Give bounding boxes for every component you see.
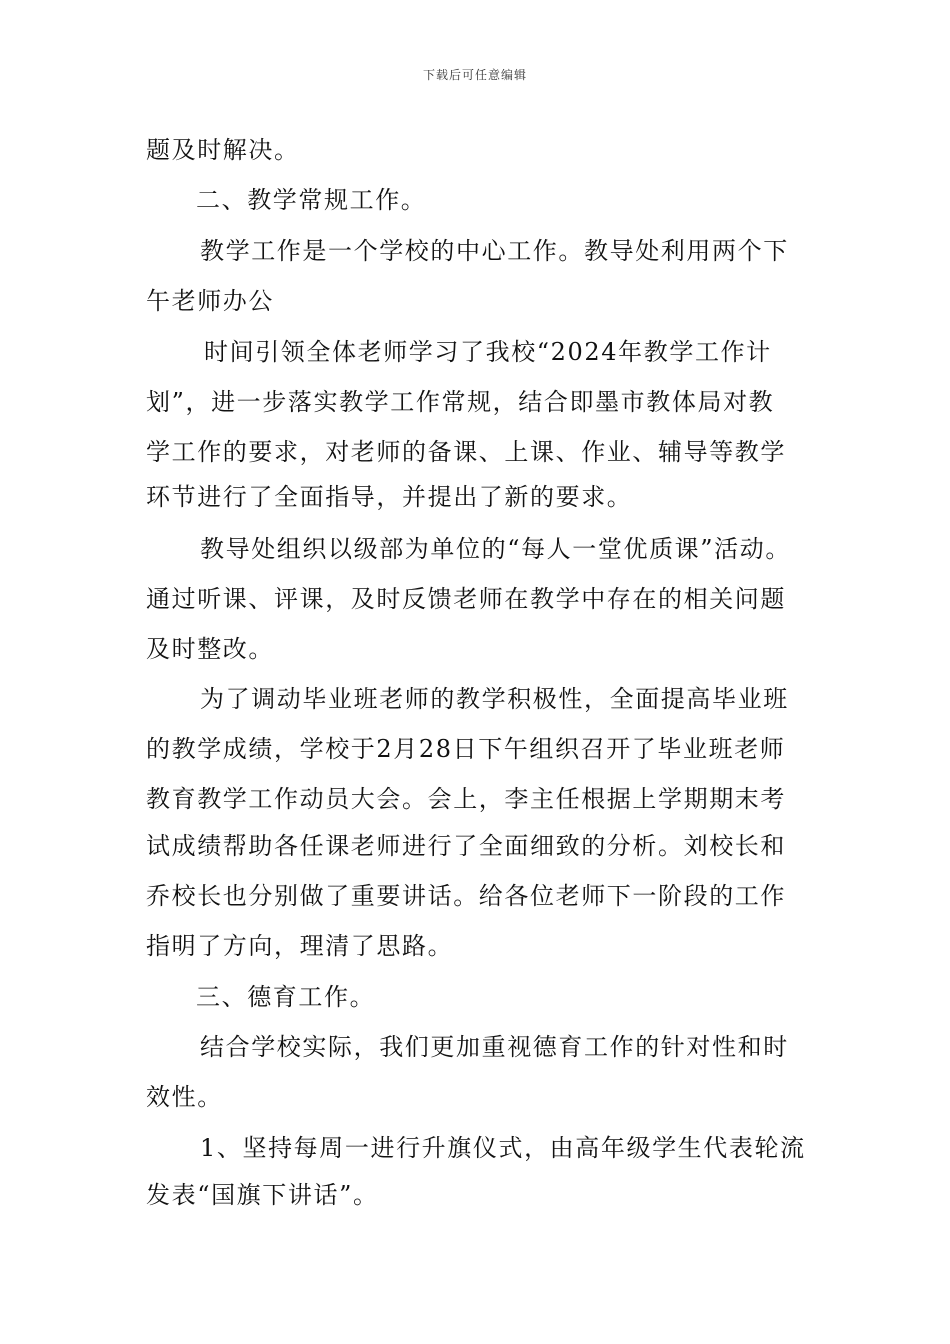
text-line: 教学工作是一个学校的中心工作。教导处利用两个下 xyxy=(200,237,789,265)
text-line: 为了调动毕业班老师的教学积极性，全面提高毕业班 xyxy=(200,685,789,713)
text-line: 时间引领全体老师学习了我校“2024年教学工作计 xyxy=(204,338,772,366)
text-line: 题及时解决。 xyxy=(146,136,300,164)
text-line: 乔校长也分别做了重要讲话。给各位老师下一阶段的工作 xyxy=(146,882,786,910)
text-line: 划”，进一步落实教学工作常规，结合即墨市教体局对教 xyxy=(146,388,775,416)
text-line: 环节进行了全面指导，并提出了新的要求。 xyxy=(146,483,633,511)
text-line: 效性。 xyxy=(146,1083,223,1111)
section-heading: 三、德育工作。 xyxy=(196,983,376,1011)
text-line: 1、坚持每周一进行升旗仪式，由高年级学生代表轮流 xyxy=(200,1134,806,1162)
text-line: 发表“国旗下讲话”。 xyxy=(146,1181,379,1209)
text-line: 指明了方向，理清了思路。 xyxy=(146,932,454,960)
text-line: 教导处组织以级部为单位的“每人一堂优质课”活动。 xyxy=(200,535,791,563)
text-line: 学工作的要求，对老师的备课、上课、作业、辅导等教学 xyxy=(146,438,786,466)
text-line: 教育教学工作动员大会。会上，李主任根据上学期期末考 xyxy=(146,785,786,813)
text-line: 的教学成绩，学校于2月28日下午组织召开了毕业班老师 xyxy=(146,735,786,763)
text-line: 结合学校实际，我们更加重视德育工作的针对性和时 xyxy=(200,1033,789,1061)
text-line: 通过听课、评课，及时反馈老师在教学中存在的相关问题 xyxy=(146,585,786,613)
page-header-note: 下载后可任意编辑 xyxy=(422,68,527,82)
text-line: 试成绩帮助各任课老师进行了全面细致的分析。刘校长和 xyxy=(146,832,786,860)
text-line: 及时整改。 xyxy=(146,635,274,663)
text-line: 午老师办公 xyxy=(146,287,274,315)
section-heading: 二、教学常规工作。 xyxy=(196,186,427,214)
